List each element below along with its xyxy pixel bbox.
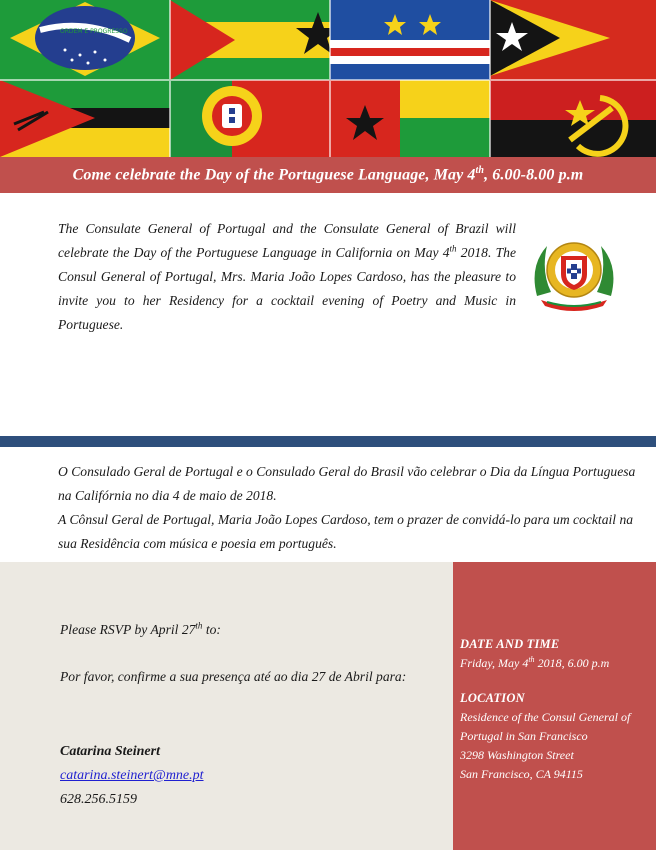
section-divider [0,436,656,447]
portugal-coat-of-arms-icon [527,236,621,312]
saotome-flag-piece [170,0,340,80]
title-strip [0,157,656,193]
brazil-motto-text: ORDEM E PROGRESSO [60,28,128,35]
date-time-value: Friday, May 4th 2018, 6.00 p.m [460,655,610,670]
date-time-heading: DATE AND TIME [460,637,560,651]
capeverde-flag-piece [330,0,490,80]
portuguese-line-1: O Consulado Geral de Portugal e o Consulado Geral do Brasil vão celebrar o Dia da Língua Portuguesa na Califórnia no dia 4 de maio de 2018. [58,464,636,503]
timor-flag-piece [490,0,656,80]
contact-phone: 628.256.5159 [60,792,137,807]
location-line-2: 3298 Washington Street [460,748,574,762]
rsvp-deadline-text: Please RSVP by April 27th to: [60,620,221,637]
english-invitation-text: The Consulate General of Portugal and the Consulate General of Brazil will celebrate the Day of the Portuguese Language in California on May 4th 2018. The Consul General of Portugal, Mrs. Maria João Lopes Cardoso, has the pleasure to invite you to her Residency for a cocktail evening of Poetry and Music in Portuguese. [58,221,516,332]
angola-flag-piece [490,80,656,157]
location-line-3: San Francisco, CA 94115 [460,767,583,781]
flags-puzzle-banner [0,0,656,157]
event-title: Come celebrate the Day of the Portuguese Language, May 4th, 6.00-8.00 p.m [72,165,584,184]
location-heading: LOCATION [460,691,525,705]
date-time-block [460,635,652,673]
portuguese-line-2: A Cônsul Geral de Portugal, Maria João Lopes Cardoso, tem o prazer de convidá-lo para um cocktail na sua Residência com música e poesia em português. [58,512,634,551]
contact-name: Catarina Steinert [60,744,160,759]
rsvp-portuguese-text: Por favor, confirme a sua presença até ao dia 27 de Abril para: [60,669,407,684]
contact-email-link[interactable]: catarina.steinert@mne.pt [60,768,204,783]
portuguese-invitation-text [58,460,648,556]
mozambique-flag-piece [0,80,170,157]
guineabissau-flag-piece [330,80,490,157]
brazil-flag-piece [0,0,170,80]
location-line-1: Residence of the Consul General of Portugal in San Francisco [460,710,631,743]
location-block [460,689,652,784]
portugal-flag-piece [170,80,330,157]
flags-illustration [0,0,656,157]
